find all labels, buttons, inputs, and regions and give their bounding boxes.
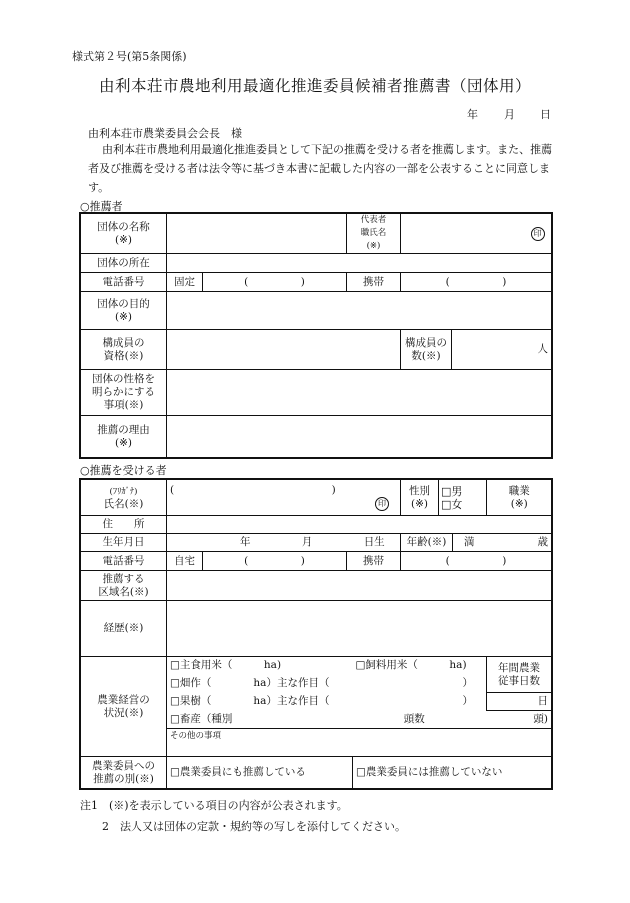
orchard-close: ） (462, 695, 474, 707)
date-day-label: 日 (540, 108, 551, 121)
career-label: 経歴(※) (81, 601, 167, 657)
org-purpose-field[interactable] (167, 292, 552, 330)
candidate-section-title: ○推薦を受ける者 (80, 464, 167, 477)
age-full: 満 (464, 536, 475, 548)
ag-committee-no-checkbox[interactable]: □農業委員には推薦していない (353, 757, 552, 789)
declaration-text: 由利本荘市農地利用最適化推進委員として下記の推薦を受ける者を推薦します。また、推薦者及び推薦を受ける者は法令等に基づき本書に記載した内容の一部を公表することに同意します。 (88, 143, 553, 194)
mobile-field[interactable]: ( ) (401, 273, 552, 292)
reason-field[interactable] (167, 416, 552, 458)
rep-name-label: 代表者 職氏名 (※) (347, 214, 401, 254)
home-phone-label: 自宅 (167, 552, 203, 571)
farming-status-label: 農業経営の 状況(※) (81, 657, 167, 757)
age-label: 年齢(※) (401, 534, 453, 552)
candidate-address-field[interactable] (167, 516, 552, 534)
candidate-address-label: 住 所 (81, 516, 167, 534)
other-matters-field[interactable] (167, 729, 552, 757)
recommender-table (80, 213, 552, 458)
candidate-name-label (81, 480, 167, 516)
gender-options (439, 480, 487, 516)
dob-year: 年 (240, 536, 251, 548)
home-phone-field[interactable]: ( ) (203, 552, 347, 571)
org-location-field[interactable] (167, 254, 552, 273)
annual-days-field[interactable]: 日 (487, 693, 552, 711)
mobile-label: 携帯 (347, 273, 401, 292)
org-name-label: 団体の名称 (※) (81, 214, 167, 254)
livestock-head-count: 頭数 (403, 713, 425, 725)
landline-field[interactable]: ( ) (203, 273, 347, 292)
other-matters-label: その他の事項 (170, 731, 222, 741)
date-month-label: 月 (504, 108, 515, 121)
candidate-mobile-label: 携帯 (347, 552, 401, 571)
org-location-label: 団体の所在 (81, 254, 167, 273)
female-checkbox[interactable]: □女 (441, 497, 463, 511)
org-nature-field[interactable] (167, 370, 552, 416)
candidate-name-field[interactable] (167, 480, 401, 516)
seal-mark: 印 (375, 497, 389, 511)
org-phone-label: 電話番号 (81, 273, 167, 292)
furigana-field[interactable]: ( ) (170, 484, 336, 496)
name-label: 氏名(※) (103, 497, 144, 510)
furigana-label: (ﾌﾘｶﾞﾅ) (109, 486, 138, 497)
ag-committee-yes-checkbox[interactable]: □農業委員にも推薦している (167, 757, 353, 789)
candidate-table (80, 479, 552, 789)
dob-month: 月 (301, 536, 313, 548)
ag-committee-label: 農業委員への 推薦の別(※) (81, 757, 167, 789)
reason-label: 推薦の理由 (※) (81, 416, 167, 458)
dob-label: 生年月日 (81, 534, 167, 552)
page-title: 由利本荘市農地利用最適化推進委員候補者推薦書（団体用） (98, 77, 531, 95)
member-count-label: 構成員の 数(※) (401, 330, 452, 370)
livestock-row[interactable] (167, 711, 552, 729)
feed-rice-field[interactable]: □飼料用米（ ha) (353, 657, 487, 675)
male-checkbox[interactable]: □男 (441, 484, 463, 498)
member-qualification-field[interactable] (167, 330, 401, 370)
district-label: 推薦する 区域名(※) (81, 571, 167, 601)
age-unit: 歳 (537, 536, 549, 548)
field-crop-close: ） (462, 677, 474, 689)
seal-mark: 印 (531, 227, 545, 241)
candidate-mobile-field[interactable]: ( ) (401, 552, 552, 571)
occupation-label: 職業 (※) (487, 480, 552, 516)
rice-field[interactable]: □主食用米（ ha) (167, 657, 353, 675)
dob-field[interactable] (167, 534, 401, 552)
recommender-section-title: ○推薦者 (80, 200, 123, 213)
landline-label: 固定 (167, 273, 203, 292)
dob-birth: 日生 (363, 536, 385, 548)
career-field[interactable] (167, 601, 552, 657)
orchard-row[interactable] (167, 693, 487, 711)
livestock-text: □畜産（種別 (170, 713, 233, 725)
note-1: 注1 (※)を表示している項目の内容が公表されます。 (80, 799, 348, 812)
orchard-text: □果樹（ ha）主な作目（ (170, 695, 330, 707)
field-crop-row[interactable] (167, 675, 487, 693)
candidate-phone-label: 電話番号 (81, 552, 167, 571)
date-year-label: 年 (467, 108, 478, 121)
field-crop-text: □畑作（ ha）主な作目（ (170, 677, 330, 689)
member-count-field[interactable]: 人 (452, 330, 552, 370)
org-nature-label: 団体の性格を 明らかにする 事項(※) (81, 370, 167, 416)
age-field[interactable] (453, 534, 552, 552)
livestock-head-close: 頭) (533, 713, 549, 725)
member-qualification-label: 構成員の 資格(※) (81, 330, 167, 370)
note-2: 2 法人又は団体の定款・規約等の写しを添付してください。 (102, 820, 406, 833)
district-field[interactable] (167, 571, 552, 601)
gender-label: 性別 (※) (401, 480, 439, 516)
annual-days-label: 年間農業 従事日数 (487, 657, 552, 693)
form-number: 様式第２号(第5条関係) (72, 50, 187, 63)
org-name-field[interactable] (167, 214, 347, 254)
rep-name-field[interactable] (401, 214, 552, 254)
addressee: 由利本荘市農業委員会会長 様 (88, 127, 242, 140)
org-purpose-label: 団体の目的 (※) (81, 292, 167, 330)
